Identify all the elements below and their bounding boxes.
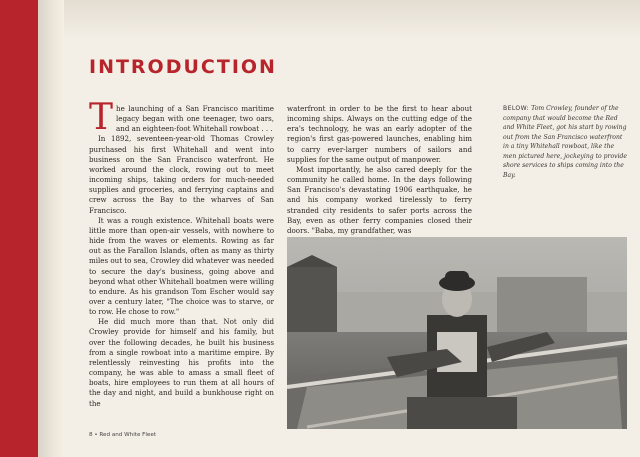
paper-texture <box>64 0 640 40</box>
page-title: INTRODUCTION <box>89 56 277 78</box>
body-column-1 <box>89 97 274 409</box>
historical-photo <box>287 237 627 429</box>
page-footer: 8 • Red and White Fleet <box>89 432 157 438</box>
drop-cap: T <box>89 97 114 138</box>
paragraph: In 1892, seventeen-year-old Thomas Crowley purchased his first Whitehall and went into business on the San Francisco waterfront. He worked around the clock, rowing out to meet incoming ships, taking orders for much-needed supplies and groceries, and ferrying captains and crew across the Bay to the wharves of San Francisco. <box>89 134 274 215</box>
page-gutter-shadow <box>38 0 64 457</box>
caption-text: Tom Crowley, founder of the company that would become the Red and White Fleet, got his start by rowing out from the San Francisco waterfront in a tiny Whitehall rowboat, like the men pictured here, jockeying to provide shore services to ships coming into the Bay. <box>503 105 628 179</box>
body-column-2 <box>287 104 472 236</box>
paragraph: The launching of a San Francisco maritime legacy began with one teenager, two oars, and an eighteen-foot Whitehall rowboat . . . <box>89 97 274 138</box>
paragraph: He did much more than that. Not only did Crowley provide for himself and his family, but over the following decades, he built his business from a single rowboat into a maritime empire. By relentlessly reinvesting his profits into the company, he was able to amass a small fleet of boats, hire employees to run them at all hours of the day and night, and build a bunkhouse right on the <box>89 317 274 408</box>
caption-label: BELOW: <box>503 105 530 112</box>
red-spine-bar <box>0 0 38 457</box>
photo-caption <box>503 104 629 180</box>
paragraph: waterfront in order to be the first to hear about incoming ships. Always on the cutting edge of the era's technology, he was an early adopter of the region's first gas-powered launches, enabling him to carry ever-larger numbers of sailors and supplies for the same output of manpower. <box>287 104 472 164</box>
paragraph: It was a rough existence. Whitehall boats were little more than open-air vessels, with nowhere to hide from the waves or elements. Rowing as far out as the Farallon Islands, often as many as thirty miles out to sea, Crowley did whatever was needed to secure the day's business, going above and beyond what other Whitehall boatmen were willing to endure. As his grandson Tom Escher would say over a century later, "The choice was to starve, or to row. He chose to row." <box>89 215 274 317</box>
paragraph: Most importantly, he also cared deeply for the community he called home. In the days following San Francisco's devastating 1906 earthquake, he and his company worked tirelessly to ferry stranded city residents to safer ports across the Bay, even as other ferry companies closed their doors. "Baba, my grandfather, was <box>287 164 472 235</box>
